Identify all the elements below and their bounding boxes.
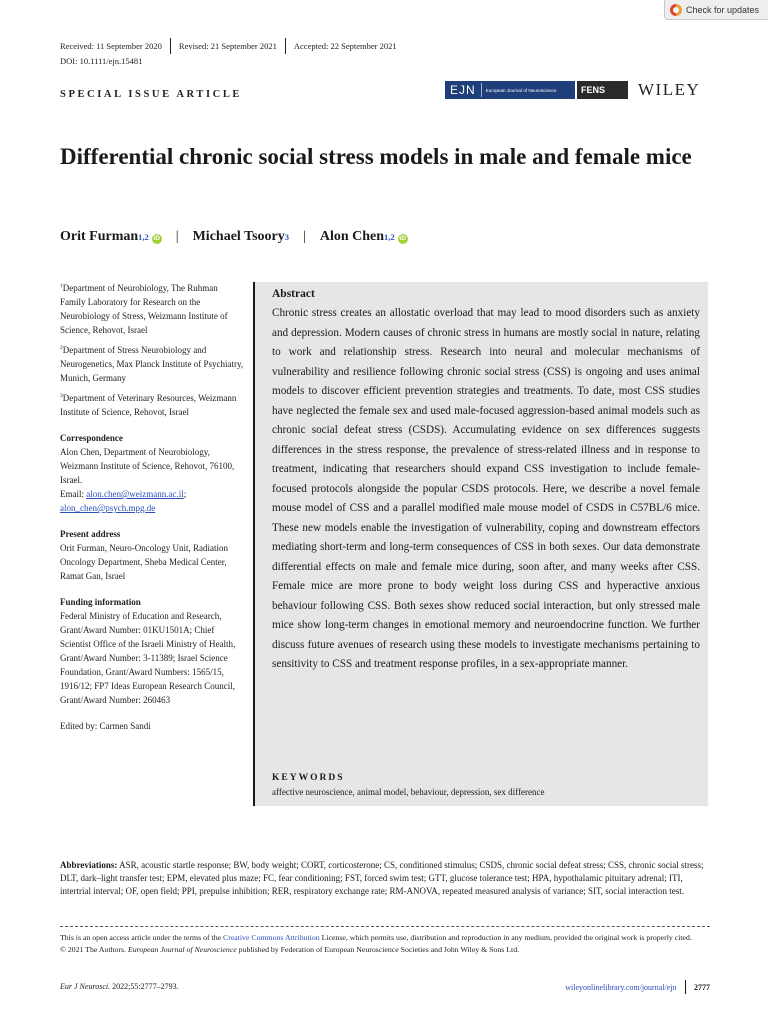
funding-heading: Funding information [60,597,141,607]
doi: DOI: 10.1111/ejn.15481 [60,56,143,66]
email-link[interactable]: alon.chen@weizmann.ac.il [86,489,184,499]
ejn-logo [445,81,575,99]
article-type: SPECIAL ISSUE ARTICLE [60,89,243,100]
date-divider [170,38,171,54]
accepted-date: Accepted: 22 September 2021 [293,41,397,51]
abbreviations-label: Abbreviations: [60,860,118,870]
correspondence-address: Alon Chen, Department of Neurobiology, Weizmann Institute of Science, Rehovot, 76100, Israel. [60,447,235,485]
license-suffix: License, which permits use, distribution and reproduction in any medium, provided the original work is properly cited. [319,933,692,942]
affiliation [60,279,245,337]
abstract-text: Chronic stress creates an allostatic overload that may lead to mood disorders such as anxiety and depression. Modern causes of chronic stress in humans are mostly social in nature, relating to work and relationship stress. Research into neural and molecular mechanisms of vulnerability and resilience following chronic social stress (CSS) is ongoing and uses animal models to discover efficient prevention strategies and treatments. To date, most CSS studies have neglected the female sex and used male-focused aggression-based animal models such as chronic social defeat stress (CSDS). Accumulating evidence on sex differences suggests differences in the stress response, the prevalence of stress-related illness and in response to treatment, indicating that researchers should expand CSS investigation to include female-focused protocols alongside the popular CSDS protocols. Here, we describe a novel female mouse model of CSS and a parallel modified male mouse model of CSDS in C57BL/6 mice. These new models enable the investigation of vulnerability, coping and downstream effectors mediating short-term and long-term consequences of CSS in both sexes. Our data demonstrate differential effects on male and female mice during, soon after, and many weeks after CSS. Female mice are more prone to body weight loss during CSS and hyperactive anxious behaviour following CSS. Both sexes show reduced social interaction, but only stressed male mice show long-term changes in emotional memory and neuroendocrine function. We further discuss future avenues of research using these models to investigate mechanisms pertaining to sensitivity to CSS and treatment response profiles, in a sex-appropriate manner. [272,307,700,670]
keywords-text: affective neuroscience, animal model, behaviour, depression, sex difference [272,787,545,797]
abstract-heading: Abstract [272,288,315,300]
correspondence-heading: Correspondence [60,433,123,443]
article-info-sidebar [60,279,245,733]
received-date: Received: 11 September 2020 [60,41,162,51]
email-label: Email: [60,489,87,499]
author-divider: | [303,229,306,244]
author-divider: | [175,229,179,244]
author-affiliation-sup[interactable]: 1,2 [384,232,395,242]
author-list [60,229,408,245]
affiliation-sup: 3 [60,393,63,399]
check-for-updates-button[interactable] [664,0,768,20]
abbreviations [60,859,710,899]
license-notice [60,932,710,956]
footer-right [565,980,710,994]
author-name[interactable]: Alon Chen [319,229,385,244]
citation-footer [60,982,179,991]
article-title: Differential chronic social stress models in male and female mice [60,144,692,169]
email-link[interactable]: alon_chen@psych.mpg.de [60,503,156,513]
citation-journal: Eur J Neurosci. [60,982,111,991]
funding-text: Federal Ministry of Education and Research, Grant/Award Number: 01KU1501A; Chief Scientist Office of the Israeli Ministry of Health, Grant/Award Number: 3-11389; Israel Science Foundation, Grant/Award Numbers: 1565/15, 1916/12; FP7 Ideas European Research Council, Grant/Award Number: 260463 [60,611,236,705]
abbreviations-text: ASR, acoustic startle response; BW, body weight; CORT, corticosterone; CS, conditioned stimulus; CSDS, chronic social defeat stress; CSS, chronic social stress; DLT, dark–light transfer test; EPM, elevated plus maze; FC, fear conditioning; FST, forced swim test; GTT, glucose tolerance test; HPA, hypothalamic pituitary adrenal; ITI, intertrial interval; OF, open field; PPI, prepulse inhibition; RER, respiratory exchange rate; RM-ANOVA, repeated measured analysis of variance; SIT, social interaction test. [60,860,704,897]
footer-divider [685,980,687,994]
edited-by: Edited by: Carmen Sandi [60,721,151,731]
author-name[interactable]: Michael Tsoory [192,229,285,244]
present-address-heading: Present address [60,529,121,539]
orcid-icon[interactable]: iD [153,235,161,242]
fens-logo: FENS [577,81,628,99]
license-link[interactable]: Creative Commons Attribution [223,933,320,942]
ejn-logo-fullname: European Journal of Neuroscience [485,87,557,93]
affiliation [60,341,245,385]
copyright-prefix: © 2021 The Authors. [60,945,128,954]
author-name[interactable]: Orit Furman [60,229,139,244]
ejn-logo-text: EJN [445,83,482,97]
correspondence-text: Alon Chen, Department of Neurobiology, Weizmann Institute of Science, Rehovot, 76100, Israel. Email: alon.chen@weizmann.ac.il; alon_chen@psych.mpg.de [60,447,235,513]
license-prefix: This is an open access article under the terms of the [60,933,224,942]
citation-details: 2022;55:2777–2793. [110,982,179,991]
author-affiliation-sup[interactable]: 1,2 [138,232,149,242]
orcid-icon[interactable]: iD [399,235,406,242]
present-address-text: Orit Furman, Neuro-Oncology Unit, Radiation Oncology Department, Sheba Medical Center, Ramat Gan, Israel [60,543,228,581]
affiliation-text: Department of Stress Neurobiology and Neurogenetics, Max Planck Institute of Psychiatry, Munich, Germany [60,345,244,383]
author-affiliation-sup[interactable]: 3 [284,232,290,242]
page-number: 2777 [694,982,710,992]
keywords-heading: KEYWORDS [272,773,345,783]
article-dates [60,38,397,54]
wiley-logo: WILEY [638,80,701,99]
affiliation-text: Department of Veterinary Resources, Weizmann Institute of Science, Rehovot, Israel [60,393,237,417]
affiliation-sup: 2 [60,345,63,351]
journal-url-link[interactable]: wileyonlinelibrary.com/journal/ejn [565,982,677,992]
affiliation-sup: 1 [60,283,63,289]
revised-date: Revised: 21 September 2021 [178,41,277,51]
divider [60,926,710,927]
copyright-journal: European Journal of Neuroscience [127,945,237,954]
date-divider [285,38,286,54]
abstract-rule [253,282,255,806]
check-updates-icon [670,4,682,16]
affiliation [60,389,245,419]
affiliation-text: Department of Neurobiology, The Ruhman Family Laboratory for Research on the Neurobiology of Stress, Weizmann Institute of Science, Rehovot, Israel [60,283,228,335]
check-updates-label: Check for updates [686,4,760,15]
copyright-suffix: published by Federation of European Neuroscience Societies and John Wiley & Sons Ltd. [236,945,520,954]
